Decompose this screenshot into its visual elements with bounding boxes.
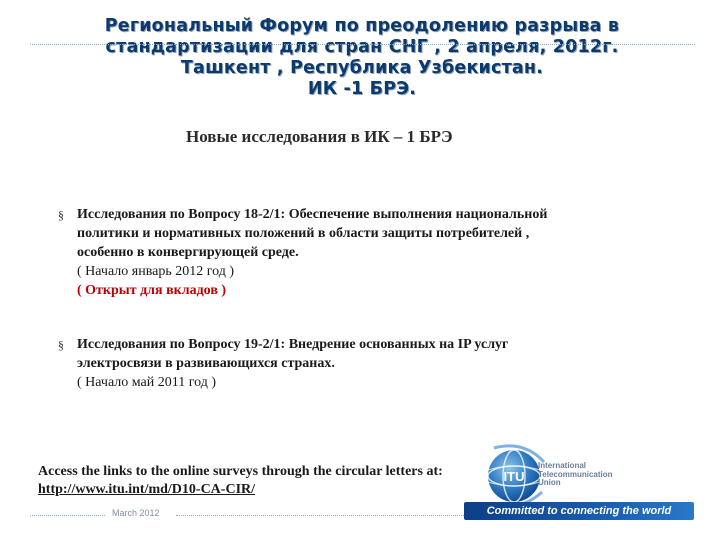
title-line: стандартизации для стран СНГ , 2 апреля, 2012г. [105, 37, 619, 57]
access-text: Access the links to the online surveys through the circular letters at: [38, 464, 443, 479]
access-note [38, 463, 468, 499]
bullet-icon: § [58, 208, 64, 222]
itu-tagline: Committed to connecting the world [464, 502, 694, 520]
list-item [77, 205, 677, 300]
bullet-icon: § [58, 338, 64, 352]
item-text: Исследования по Вопросу 19-2/1: Внедрение основанных на IP услуг [77, 337, 509, 352]
item-start-date: ( Начало май 2011 год ) [77, 375, 217, 390]
title-line: ИК -1 БРЭ. [307, 79, 417, 99]
item-status: ( Открыт для вкладов ) [77, 283, 227, 298]
itu-org-name [538, 462, 613, 488]
org-line: Union [538, 478, 561, 487]
footer-divider [30, 515, 105, 516]
list-item [77, 335, 677, 392]
title-line: Региональный Форум по преодолению разрыва в [104, 16, 620, 36]
org-line: International [538, 461, 587, 470]
circular-letters-link[interactable]: http://www.itu.int/md/D10-CA-CIR/ [38, 482, 256, 497]
org-line: Telecommunication [538, 469, 613, 479]
slide-subtitle: Новые исследования в ИК – 1 БРЭ [186, 127, 453, 146]
item-start-date: ( Начало январь 2012 год ) [77, 264, 235, 279]
footer-divider [176, 515, 466, 516]
item-text: особенно в конвергирующей среде. [77, 245, 299, 260]
title-divider [30, 44, 695, 45]
title-line: Ташкент , Республика Узбекистан. [180, 58, 544, 78]
item-text: электросвязи в развивающихся странах. [77, 356, 335, 371]
item-text: политики и нормативных положений в области защиты потребителей , [77, 226, 530, 241]
slide-title [40, 16, 684, 100]
item-text: Исследования по Вопросу 18-2/1: Обеспечение выполнения национальной [77, 207, 548, 222]
itu-logo-letters: ITU [503, 469, 525, 484]
footer-date: March 2012 [112, 508, 160, 518]
